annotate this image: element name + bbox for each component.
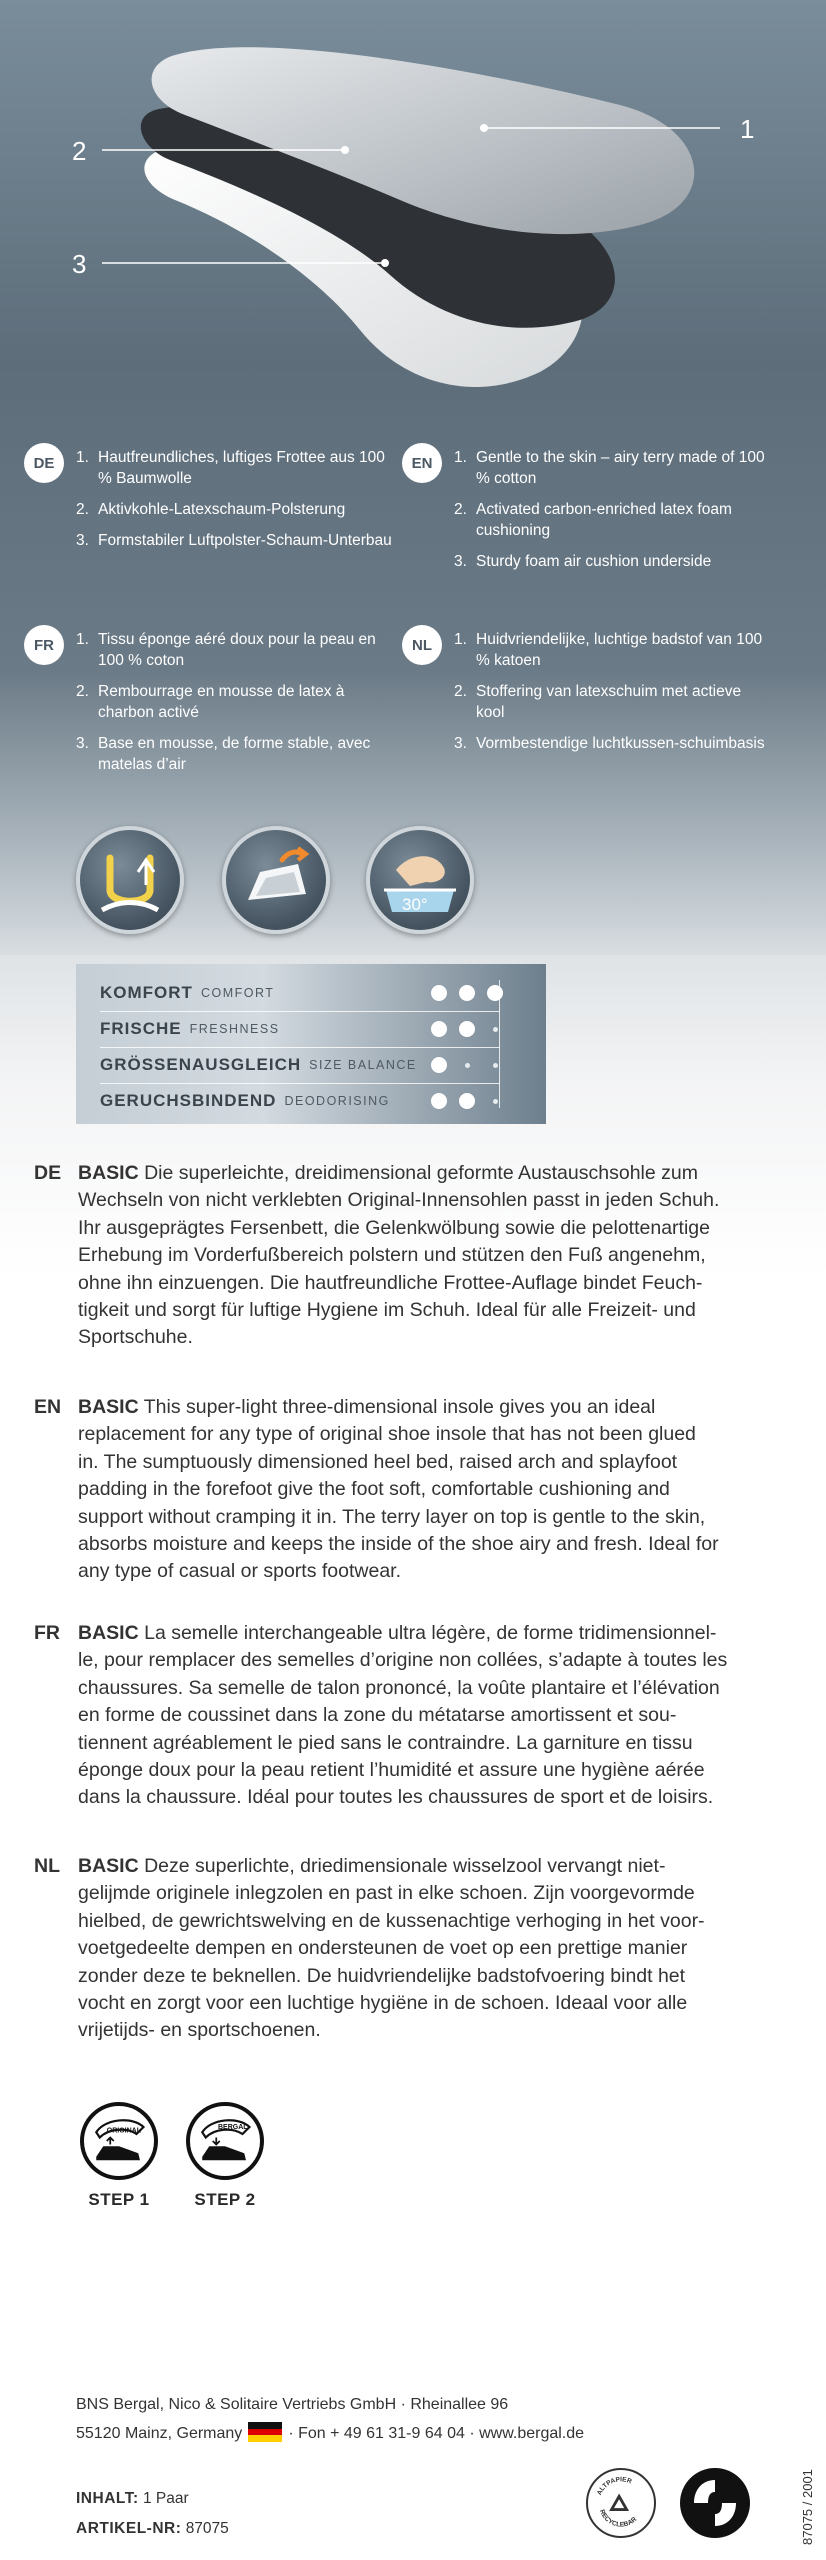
description-line: Ihr ausgeprägtes Fersenbett, die Gelenkwölbung sowie die pelottenartige — [78, 1216, 710, 1239]
step-label: STEP 1 — [88, 2190, 150, 2209]
company-address: BNS Bergal, Nico & Solitaire Vertriebs GmbH · Rheinallee 96 — [76, 2396, 509, 2413]
hand-wash-icon — [366, 826, 474, 934]
description-line: Sportschuhe. — [78, 1326, 193, 1349]
callout-number-2: 2 — [72, 136, 87, 166]
description-line: any type of casual or sports footwear. — [78, 1560, 402, 1583]
description-fr — [34, 1620, 794, 1812]
step-label: STEP 2 — [194, 2190, 256, 2209]
description-line: support without cramping it in. The terry layer on top is gentle to the skin, — [78, 1505, 706, 1528]
step-2 — [186, 2102, 264, 2210]
german-flag-icon — [248, 2422, 282, 2442]
list-item: 2. Rembourrage en mousse de latex à charbon activé — [76, 683, 345, 721]
layers-de — [24, 443, 394, 561]
description-line: BASIC La semelle interchangeable ultra légère, de forme tridimensionnel- — [78, 1622, 717, 1644]
description-line: le, pour remplacer des semelles d’origine non collées, s’adapte à toutes les — [78, 1649, 728, 1672]
layers-en — [402, 443, 772, 582]
wash-temperature: 30° — [402, 895, 428, 914]
rating-dot-empty — [493, 1063, 498, 1068]
description-language-code: FR — [34, 1622, 60, 1644]
article-number: ARTIKEL-NR: 87075 — [76, 2520, 229, 2537]
svg-text:ALTPAPIER: ALTPAPIER — [596, 2476, 633, 2497]
list-item: 3. Vormbestendige luchtkussen-schuimbasis — [454, 735, 765, 752]
rating-dot-filled — [431, 1057, 447, 1073]
description-line: BASIC Die superleichte, dreidimensional geformte Austauschsohle zum — [78, 1162, 698, 1184]
list-item: 3. Sturdy foam air cushion underside — [454, 553, 712, 570]
description-line: tiennent agréablement le pied sans le contraindre. La garniture en tissu — [78, 1731, 693, 1754]
insole-layers-illustration — [0, 0, 826, 430]
rating-dot-filled — [431, 985, 447, 1001]
step-tag: ORIGINAL — [106, 2127, 141, 2135]
description-de — [34, 1160, 794, 1352]
rating-row-freshness: FRISCHE FRESHNESS — [100, 1019, 280, 1038]
rating-dot-filled — [459, 985, 475, 1001]
description-line: replacement for any type of original shoe insole that has not been glued — [78, 1423, 696, 1446]
description-line: padding in the forefoot give the foot soft, comfortable cushioning and — [78, 1478, 670, 1501]
company-contact: 55120 Mainz, Germany · Fon + 49 61 31-9 64 04 · www.bergal.de — [76, 2422, 584, 2443]
insert-bergal-insole-icon — [186, 2102, 264, 2180]
description-nl — [34, 1853, 794, 2045]
rating-dot-empty — [493, 1027, 498, 1032]
insole-flex-icon — [76, 826, 184, 934]
product-line-title: BASIC — [78, 1396, 139, 1418]
description-line: dans la chaussure. Idéal pour toutes les chaussures de sport et de loisirs. — [78, 1786, 714, 1809]
description-line: Erhebung im Vorderfußbereich polstern und stützen den Fuß angenehm, — [78, 1244, 706, 1267]
rating-row-size-balance: GRÖSSENAUSGLEICH SIZE BALANCE — [100, 1055, 417, 1074]
description-line: vocht en zorgt voor een luchtige hygiëne in de schoen. Ideaal voor alle — [78, 1992, 688, 2015]
list-item: 2. Stoffering van latexschuim met actieve kool — [454, 683, 742, 721]
recycle-paper-icon — [586, 2468, 656, 2538]
description-line: in. The sumptuously dimensioned heel bed, raised arch and splayfoot — [78, 1450, 678, 1473]
list-item: 3. Formstabiler Luftpolster-Schaum-Unterbau — [76, 532, 392, 549]
shoe-fit-icon — [222, 826, 330, 934]
step-tag: BERGAL — [218, 2123, 248, 2131]
layers-fr — [24, 625, 394, 785]
description-line: voetgedeelte dempen en ondersteunen de voet op een prettige manier — [78, 1937, 688, 1960]
description-language-code: EN — [34, 1396, 62, 1418]
product-line-title: BASIC — [78, 1162, 139, 1184]
layers-nl — [402, 625, 772, 764]
description-line: gelijmde originele inlegzolen en past in elke schoen. Zijn voorgevormde — [78, 1882, 695, 1905]
rating-table — [76, 964, 546, 1124]
list-item: 1. Tissu éponge aéré doux pour la peau en 100 % coton — [76, 631, 376, 669]
svg-text:RECYCLEBAR: RECYCLEBAR — [598, 2508, 639, 2529]
step-1 — [80, 2102, 158, 2210]
description-line: Wechseln von nicht verklebten Original-Innensohlen passt in jeden Schuh. — [78, 1189, 720, 1212]
list-item: 2. Activated carbon-enriched latex foam cushioning — [454, 501, 732, 539]
rating-dot-filled — [459, 1093, 475, 1109]
rating-row-deodorising: GERUCHSBINDEND DEODORISING — [100, 1091, 390, 1110]
list-item: 1. Hautfreundliches, luftiges Frottee aus 100 % Baumwolle — [76, 449, 385, 487]
rating-dot-filled — [431, 1093, 447, 1109]
list-item: 3. Base en mousse, de forme stable, avec matelas d’air — [76, 735, 371, 773]
rating-dot-empty — [465, 1063, 470, 1068]
callout-number-3: 3 — [72, 249, 87, 279]
list-item: 2. Aktivkohle-Latexschaum-Polsterung — [76, 501, 346, 518]
description-line: BASIC Deze superlichte, driedimensionale wisselzool vervangt niet- — [78, 1855, 666, 1877]
description-line: en forme de coussinet dans la zone du métatarse amortissent et sou- — [78, 1704, 677, 1727]
content-info: INHALT: 1 Paar — [76, 2490, 189, 2507]
product-illustration-panel — [0, 0, 826, 955]
description-line: hielbed, de gewrichtswelving en de kussenachtige verhoging in het voor- — [78, 1909, 705, 1932]
description-line: vrijetijds- en sportschoenen. — [78, 2019, 321, 2042]
description-en — [34, 1394, 794, 1586]
rating-dot-filled — [431, 1021, 447, 1037]
description-line: zonder deze te beknellen. De huidvriendelijke badstofvoering bindt het — [78, 1964, 686, 1987]
callout-number-1: 1 — [740, 114, 755, 144]
description-language-code: NL — [34, 1855, 60, 1877]
description-line: tigkeit und sorgt für luftige Hygiene im Schuh. Ideal für alle Freizeit- und — [78, 1299, 696, 1322]
list-item: 1. Gentle to the skin – airy terry made of 100 % cotton — [454, 449, 765, 487]
language-badge-fr: FR — [24, 625, 64, 665]
description-line: absorbs moisture and keeps the inside of the shoe airy and fresh. Ideal for — [78, 1533, 719, 1556]
language-badge-de: DE — [24, 443, 64, 483]
product-line-title: BASIC — [78, 1855, 139, 1877]
green-dot-icon — [680, 2468, 750, 2538]
rating-row-comfort: KOMFORT COMFORT — [100, 983, 275, 1002]
rating-dot-empty — [493, 1099, 498, 1104]
description-line: éponge doux pour la peau retient l’humidité et assure une hygiène aérée — [78, 1759, 705, 1782]
print-code: 87075 / 2001 — [800, 2469, 815, 2545]
list-item: 1. Huidvriendelijke, luchtige badstof van 100 % katoen — [454, 631, 763, 669]
description-line: chaussures. Sa semelle de talon prononcé, la voûte plantaire et l’élévation — [78, 1676, 720, 1699]
description-line: ohne ihn einzuengen. Die hautfreundliche Frottee-Auflage bindet Feuch- — [78, 1271, 703, 1294]
language-badge-en: EN — [402, 443, 442, 483]
rating-dot-filled — [459, 1021, 475, 1037]
remove-original-insole-icon — [80, 2102, 158, 2180]
description-line: BASIC This super-light three-dimensional insole gives you an ideal — [78, 1396, 656, 1418]
product-line-title: BASIC — [78, 1622, 139, 1644]
language-badge-nl: NL — [402, 625, 442, 665]
rating-dot-filled — [487, 985, 503, 1001]
description-language-code: DE — [34, 1162, 62, 1184]
